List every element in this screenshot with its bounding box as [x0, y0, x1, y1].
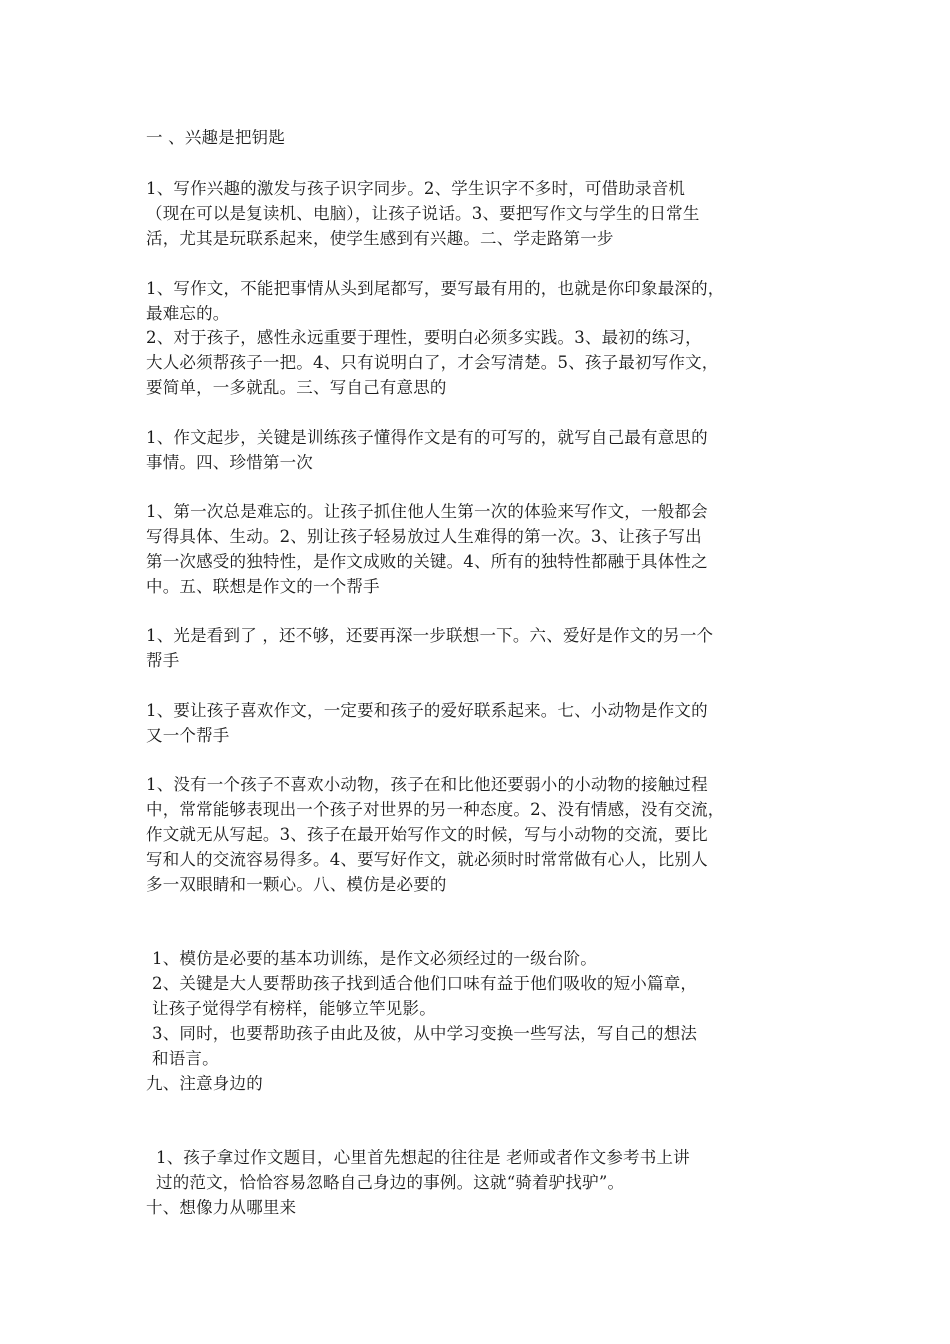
text-line: 1、光是看到了 ，还不够，还要再深一步联想一下。六、爱好是作文的另一个 — [146, 626, 714, 645]
heading-section-10: 十、想像力从哪里来 — [146, 1198, 297, 1217]
text-line: 1、没有一个孩子不喜欢小动物，孩子在和比他还要弱小的小动物的接触过程 — [146, 775, 708, 794]
text-line: 中，常常能够表现出一个孩子对世界的另一种态度。2、没有情感，没有交流， — [146, 800, 725, 819]
text-line: 和语言。 — [152, 1049, 219, 1068]
text-line: 1、第一次总是难忘的。让孩子抓住他人生第一次的体验来写作文，一般都会 — [146, 502, 708, 521]
text-line: 写和人的交流容易得多。4、要写好作文，就必须时时常常做有心人，比别人 — [146, 850, 708, 869]
text-line: 活，尤其是玩联系起来，使学生感到有兴趣。二、学走路第一步 — [146, 229, 614, 248]
text-line: 过的范文，恰恰容易忽略自己身边的事例。这就“骑着驴找驴”。 — [156, 1173, 625, 1192]
text-line: 1、孩子拿过作文题目，心里首先想起的往往是 老师或者作文参考书上讲 — [156, 1148, 690, 1167]
heading-section-1: 一 、兴趣是把钥匙 — [146, 128, 286, 147]
text-line: 中。五、联想是作文的一个帮手 — [146, 577, 380, 596]
text-line: 最难忘的。 — [146, 304, 230, 323]
heading-section-9: 九、注意身边的 — [146, 1074, 263, 1093]
text-line: 又一个帮手 — [146, 726, 230, 745]
text-line: 2、对于孩子，感性永远重要于理性，要明白必须多实践。3、最初的练习， — [146, 328, 702, 347]
text-line: 1、写作兴趣的激发与孩子识字同步。2、学生识字不多时，可借助录音机 — [146, 179, 686, 198]
text-line: 2、关键是大人要帮助孩子找到适合他们口味有益于他们吸收的短小篇章， — [152, 974, 698, 993]
text-line: 1、模仿是必要的基本功训练，是作文必须经过的一级台阶。 — [152, 949, 597, 968]
text-line: 1、要让孩子喜欢作文，一定要和孩子的爱好联系起来。七、小动物是作文的 — [146, 701, 708, 720]
text-line: 事情。四、珍惜第一次 — [146, 453, 313, 472]
text-line: 1、作文起步，关键是训练孩子懂得作文是有的可写的，就写自己最有意思的 — [146, 428, 708, 447]
text-line: 写得具体、生动。2、别让孩子轻易放过人生难得的第一次。3、让孩子写出 — [146, 527, 702, 546]
text-line: 要简单，一多就乱。三、写自己有意思的 — [146, 378, 447, 397]
text-line: 帮手 — [146, 651, 180, 670]
text-line: 3、同时，也要帮助孩子由此及彼，从中学习变换一些写法，写自己的想法 — [152, 1024, 698, 1043]
text-line: 多一双眼睛和一颗心。八、模仿是必要的 — [146, 875, 447, 894]
text-line: （现在可以是复读机、电脑），让孩子说话。3、要把写作文与学生的日常生 — [146, 204, 700, 223]
text-line: 让孩子觉得学有榜样，能够立竿见影。 — [152, 999, 436, 1018]
text-line: 作文就无从写起。3、孩子在最开始写作文的时候，写与小动物的交流，要比 — [146, 825, 708, 844]
text-line: 第一次感受的独特性，是作文成败的关键。4、所有的独特性都融于具体性之 — [146, 552, 708, 571]
text-line: 1、写作文，不能把事情从头到尾都写，要写最有用的，也就是你印象最深的， — [146, 279, 725, 298]
text-line: 大人必须帮孩子一把。4、只有说明白了，才会写清楚。5、孩子最初写作文， — [146, 353, 719, 372]
